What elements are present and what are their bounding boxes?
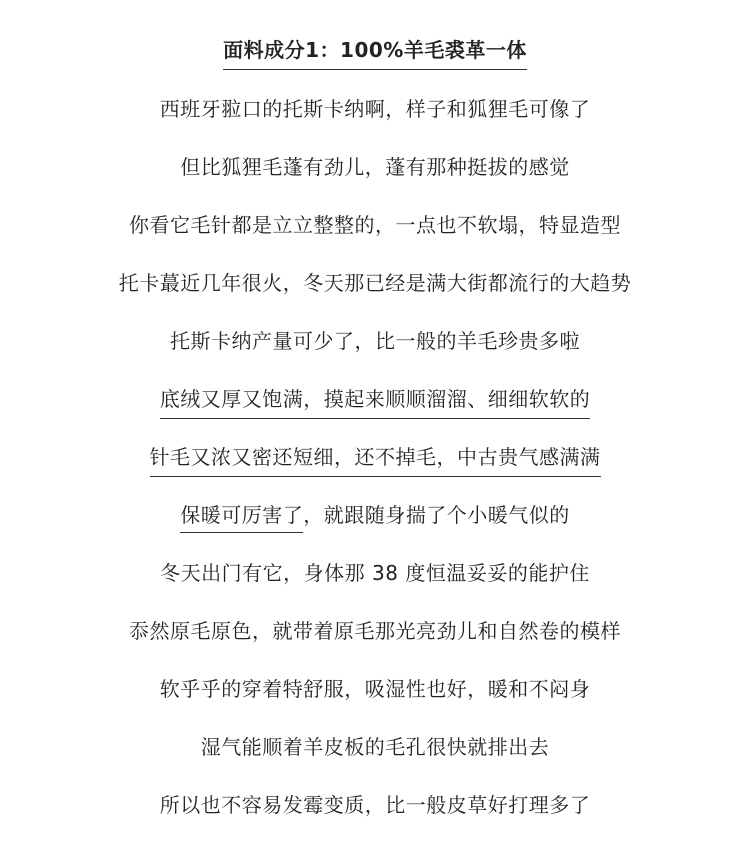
description-line-5 — [0, 327, 750, 355]
description-line-8 — [0, 501, 750, 529]
description-text-underlined: 针毛又浓又密还短细，还不掉毛，中古贵气感满满 — [150, 443, 601, 477]
description-line-13 — [0, 791, 750, 819]
description-line-7-underlined — [0, 443, 750, 477]
description-text: 托卡蕞近几年很火，冬天那已经是满大街都流行的大趋势 — [118, 271, 632, 295]
description-text: 湿气能顺着羊皮板的毛孔很快就排出去 — [200, 735, 550, 759]
description-text: 冬天出门有它，身体那 38 度恒温妥妥的能护住 — [160, 561, 590, 585]
description-text: 西班牙翋口的托斯卡纳啊，样子和狐狸毛可像了 — [159, 97, 591, 121]
description-line-3 — [0, 211, 750, 239]
description-text: 托斯卡纳产量可少了，比一般的羊毛珍贵多啦 — [170, 329, 580, 353]
description-text-underlined: 底绒又厚又饱满，摸起来顺顺溜溜、细细软软的 — [160, 385, 591, 419]
description-text: 软乎乎的穿着特舒服，吸湿性也好，暖和不闷身 — [159, 677, 591, 701]
description-text: ，就跟随身揣了个小暖气似的 — [303, 503, 570, 527]
description-line-9 — [0, 559, 750, 587]
description-text: 但比狐狸毛蓬有劲儿，蓬有那种挺拔的感觉 — [180, 155, 570, 179]
description-line-12 — [0, 733, 750, 761]
description-text: 忝然原毛原色，就带着原毛那光亮劲儿和自然卷的模样 — [129, 619, 621, 643]
description-line-11 — [0, 675, 750, 703]
title-container — [0, 36, 750, 70]
description-line-6-underlined — [0, 385, 750, 419]
description-line-4 — [0, 269, 750, 297]
description-text: 所以也不容易发霉变质，比一般皮草好打理多了 — [159, 793, 591, 817]
description-line-1 — [0, 95, 750, 123]
description-line-2 — [0, 153, 750, 181]
description-text: 你看它毛针都是立立整整的，一点也不软塌，特显造型 — [129, 213, 621, 237]
fabric-composition-title: 面料成分1：100%羊毛裘革一体 — [223, 36, 527, 70]
description-text-underlined-fragment: 保暖可厉害了 — [180, 503, 303, 533]
description-line-10 — [0, 617, 750, 645]
